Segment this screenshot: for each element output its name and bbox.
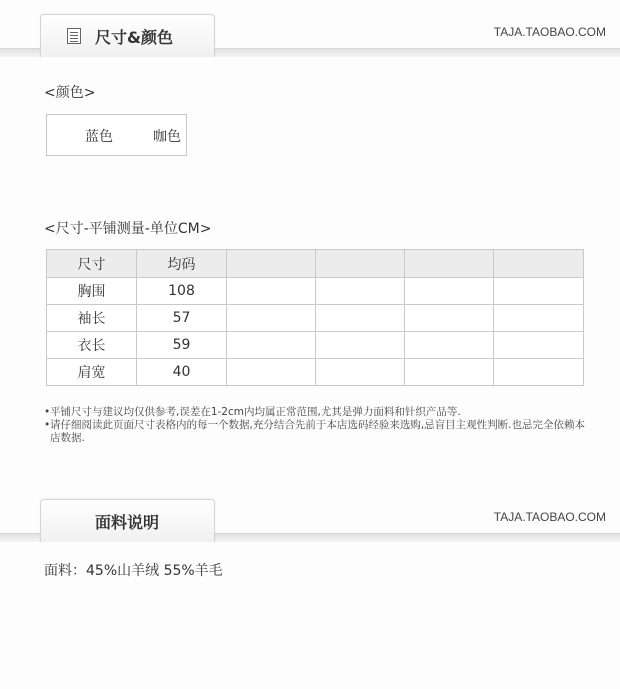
measure-value: 108 [137,278,227,305]
table-row [47,278,584,305]
fabric-composition: 面料：45%山羊绒 55%羊毛 [44,563,223,579]
note-item: • 请仔细阅读此页面尺寸表格内的每一个数据,充分结合先前于本店选码经验来选购,忌盲目主观性判断.也忌完全依赖本店数据. [44,419,589,445]
measure-value: 57 [137,305,227,332]
header-cell: 均码 [137,250,227,278]
empty-cell [316,332,405,359]
header-cell [227,250,316,278]
fabric-header [0,499,620,543]
empty-cell [316,359,405,386]
color-item-blue: 蓝色 [85,129,113,145]
empty-cell [494,278,584,305]
empty-cell [494,305,584,332]
color-item-brown: 咖色 [153,129,181,145]
empty-cell [227,332,316,359]
size-color-header [0,14,620,58]
site-url[interactable]: TAJA.TAOBAO.COM [493,25,606,39]
empty-cell [494,359,584,386]
section-title: 面料说明 [95,513,160,532]
header-cell [494,250,584,278]
fabric-tab [40,499,215,542]
empty-cell [227,305,316,332]
empty-cell [494,332,584,359]
empty-cell [405,305,494,332]
color-heading: <颜色> [44,85,96,101]
empty-cell [316,305,405,332]
measure-label: 衣长 [47,332,137,359]
table-header-row [47,250,584,278]
measure-value: 40 [137,359,227,386]
empty-cell [316,278,405,305]
note-item: • 平铺尺寸与建议均仅供参考,误差在1-2cm内均属正常范围,尤其是弹力面料和针织产品等. [44,406,589,419]
header-cell [316,250,405,278]
header-cell: 尺寸 [47,250,137,278]
empty-cell [405,278,494,305]
empty-cell [227,278,316,305]
table-row [47,305,584,332]
site-url[interactable]: TAJA.TAOBAO.COM [493,510,606,524]
size-table [46,249,584,386]
header-cell [405,250,494,278]
section-title: 尺寸&颜色 [95,28,173,47]
size-notes [44,406,589,445]
empty-cell [405,359,494,386]
empty-cell [227,359,316,386]
table-row [47,332,584,359]
table-row [47,359,584,386]
document-icon [67,28,81,44]
color-box [46,114,187,156]
measure-label: 胸围 [47,278,137,305]
measure-label: 肩宽 [47,359,137,386]
measure-label: 袖长 [47,305,137,332]
empty-cell [405,332,494,359]
measure-value: 59 [137,332,227,359]
size-color-tab [40,14,215,57]
size-chart-heading: <尺寸-平铺测量-单位CM> [44,221,212,237]
